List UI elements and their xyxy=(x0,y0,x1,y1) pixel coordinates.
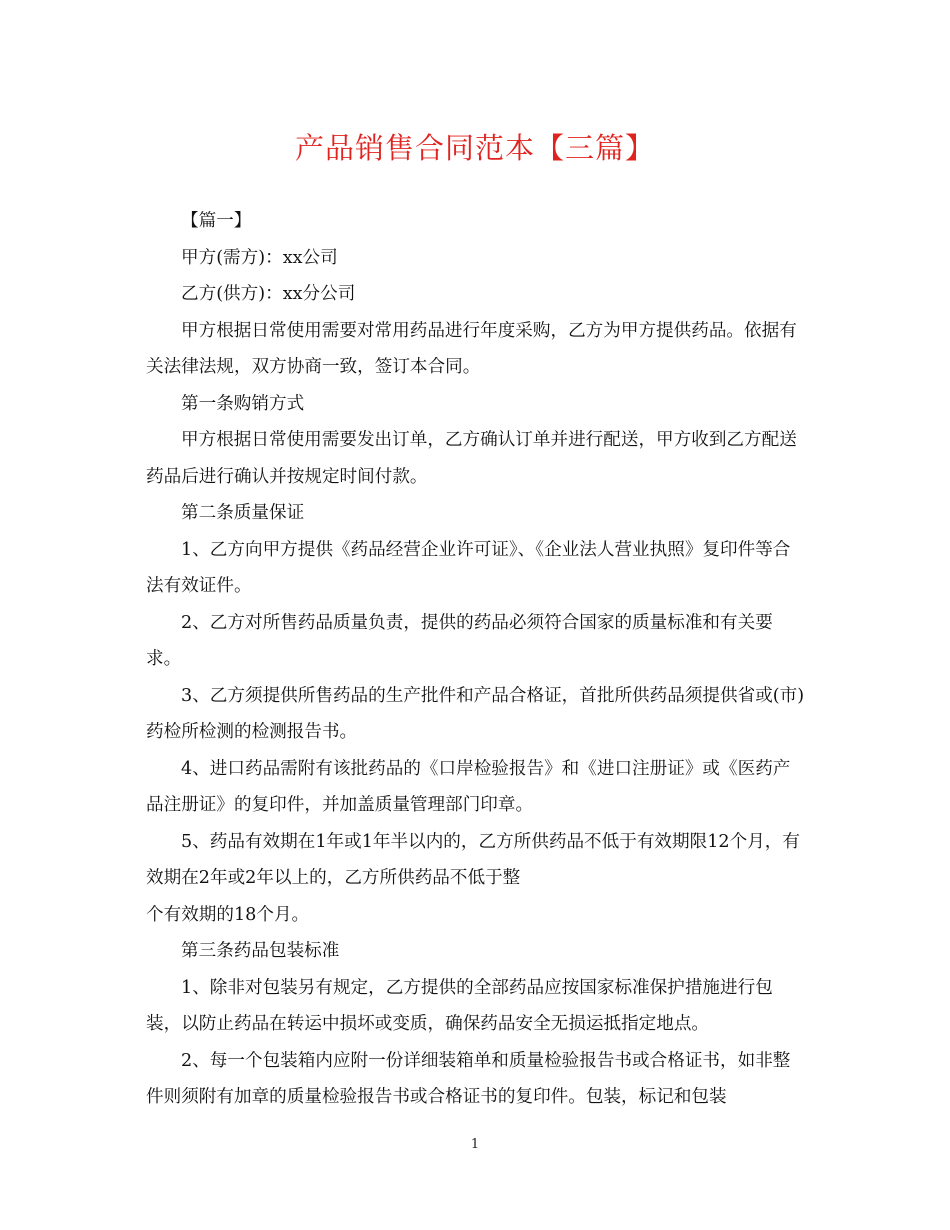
article-2-item-3: 3、乙方须提供所售药品的生产批件和产品合格证，首批所供药品须提供省或(市)药检所检测的检测报告书。 xyxy=(146,685,805,742)
document-body xyxy=(146,203,806,1116)
article-2-item-2: 2、乙方对所售药品质量负责，提供的药品必须符合国家的质量标准和有关要求。 xyxy=(146,612,773,669)
article-3-heading: 第三条药品包装标准 xyxy=(181,941,340,961)
party-b-line: 乙方(供方)：xx分公司 xyxy=(181,284,356,304)
article-2-item-4: 4、进口药品需附有该批药品的《口岸检验报告》和《进口注册证》或《医药产品注册证》的复印件，并加盖质量管理部门印章。 xyxy=(146,758,791,815)
preamble-paragraph: 甲方根据日常使用需要对常用药品进行年度采购，乙方为甲方提供药品。依据有关法律法规，双方协商一致，签订本合同。 xyxy=(146,320,797,377)
article-1-heading: 第一条购销方式 xyxy=(181,393,305,414)
article-3-item-1: 1、除非对包装另有规定，乙方提供的全部药品应按国家标准保护措施进行包装，以防止药品在转运中损坏或变质，确保药品安全无损运抵指定地点。 xyxy=(146,977,773,1034)
article-2-item-5: 5、药品有效期在1年或1年半以内的，乙方所供药品不低于有效期限12个月，有效期在2年或2年以上的，乙方所供药品不低于整 xyxy=(146,831,800,888)
article-3-item-2: 2、每一个包装箱内应附一份详细装箱单和质量检验报告书或合格证书，如非整件则须附有加章的质量检验报告书或合格证书的复印件。包装，标记和包装 xyxy=(146,1050,791,1107)
page-number: 1 xyxy=(470,1137,480,1152)
article-2-heading: 第二条质量保证 xyxy=(181,503,305,523)
article-1-paragraph: 甲方根据日常使用需要发出订单，乙方确认订单并进行配送，甲方收到乙方配送药品后进行确认并按规定时间付款。 xyxy=(146,430,797,487)
party-a-line: 甲方(需方)：xx公司 xyxy=(181,247,338,268)
article-2-item-5-continuation: 个有效期的18个月。 xyxy=(146,904,310,925)
article-2-item-1: 1、乙方向甲方提供《药品经营企业许可证》、《企业法人营业执照》复印件等合法有效证件。 xyxy=(146,539,791,596)
section-heading-part-one: 【篇一】 xyxy=(181,211,252,231)
document-title: 产品销售合同范本【三篇】 xyxy=(294,131,655,165)
